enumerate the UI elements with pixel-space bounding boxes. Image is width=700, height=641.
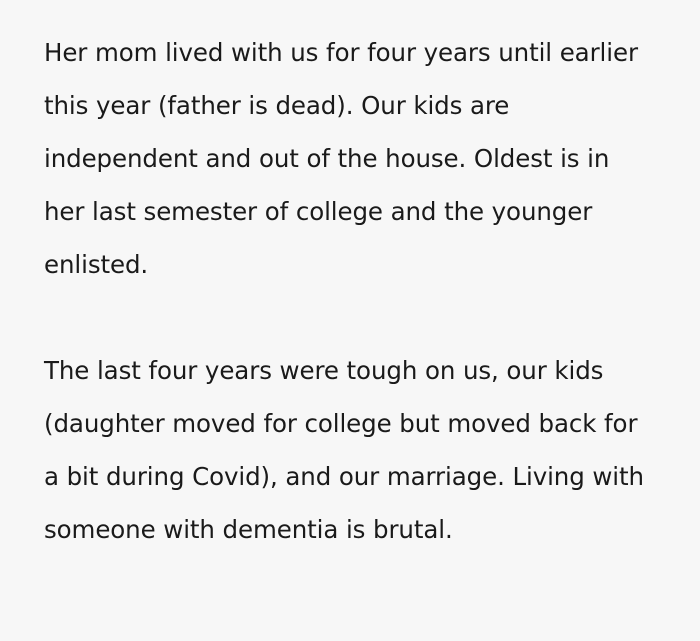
paragraph-1: Her mom lived with us for four years until earlier this year (father is dead). Our kids are independent and out of the house. Oldest is in her last semester of college and the younger enlisted. [44, 38, 646, 279]
story-text-block [44, 26, 656, 556]
paragraph-spacer [44, 291, 656, 344]
paragraph-2: The last four years were tough on us, our kids (daughter moved for college but moved back for a bit during Covid), and our marriage. Living with someone with dementia is brutal. [44, 356, 652, 544]
